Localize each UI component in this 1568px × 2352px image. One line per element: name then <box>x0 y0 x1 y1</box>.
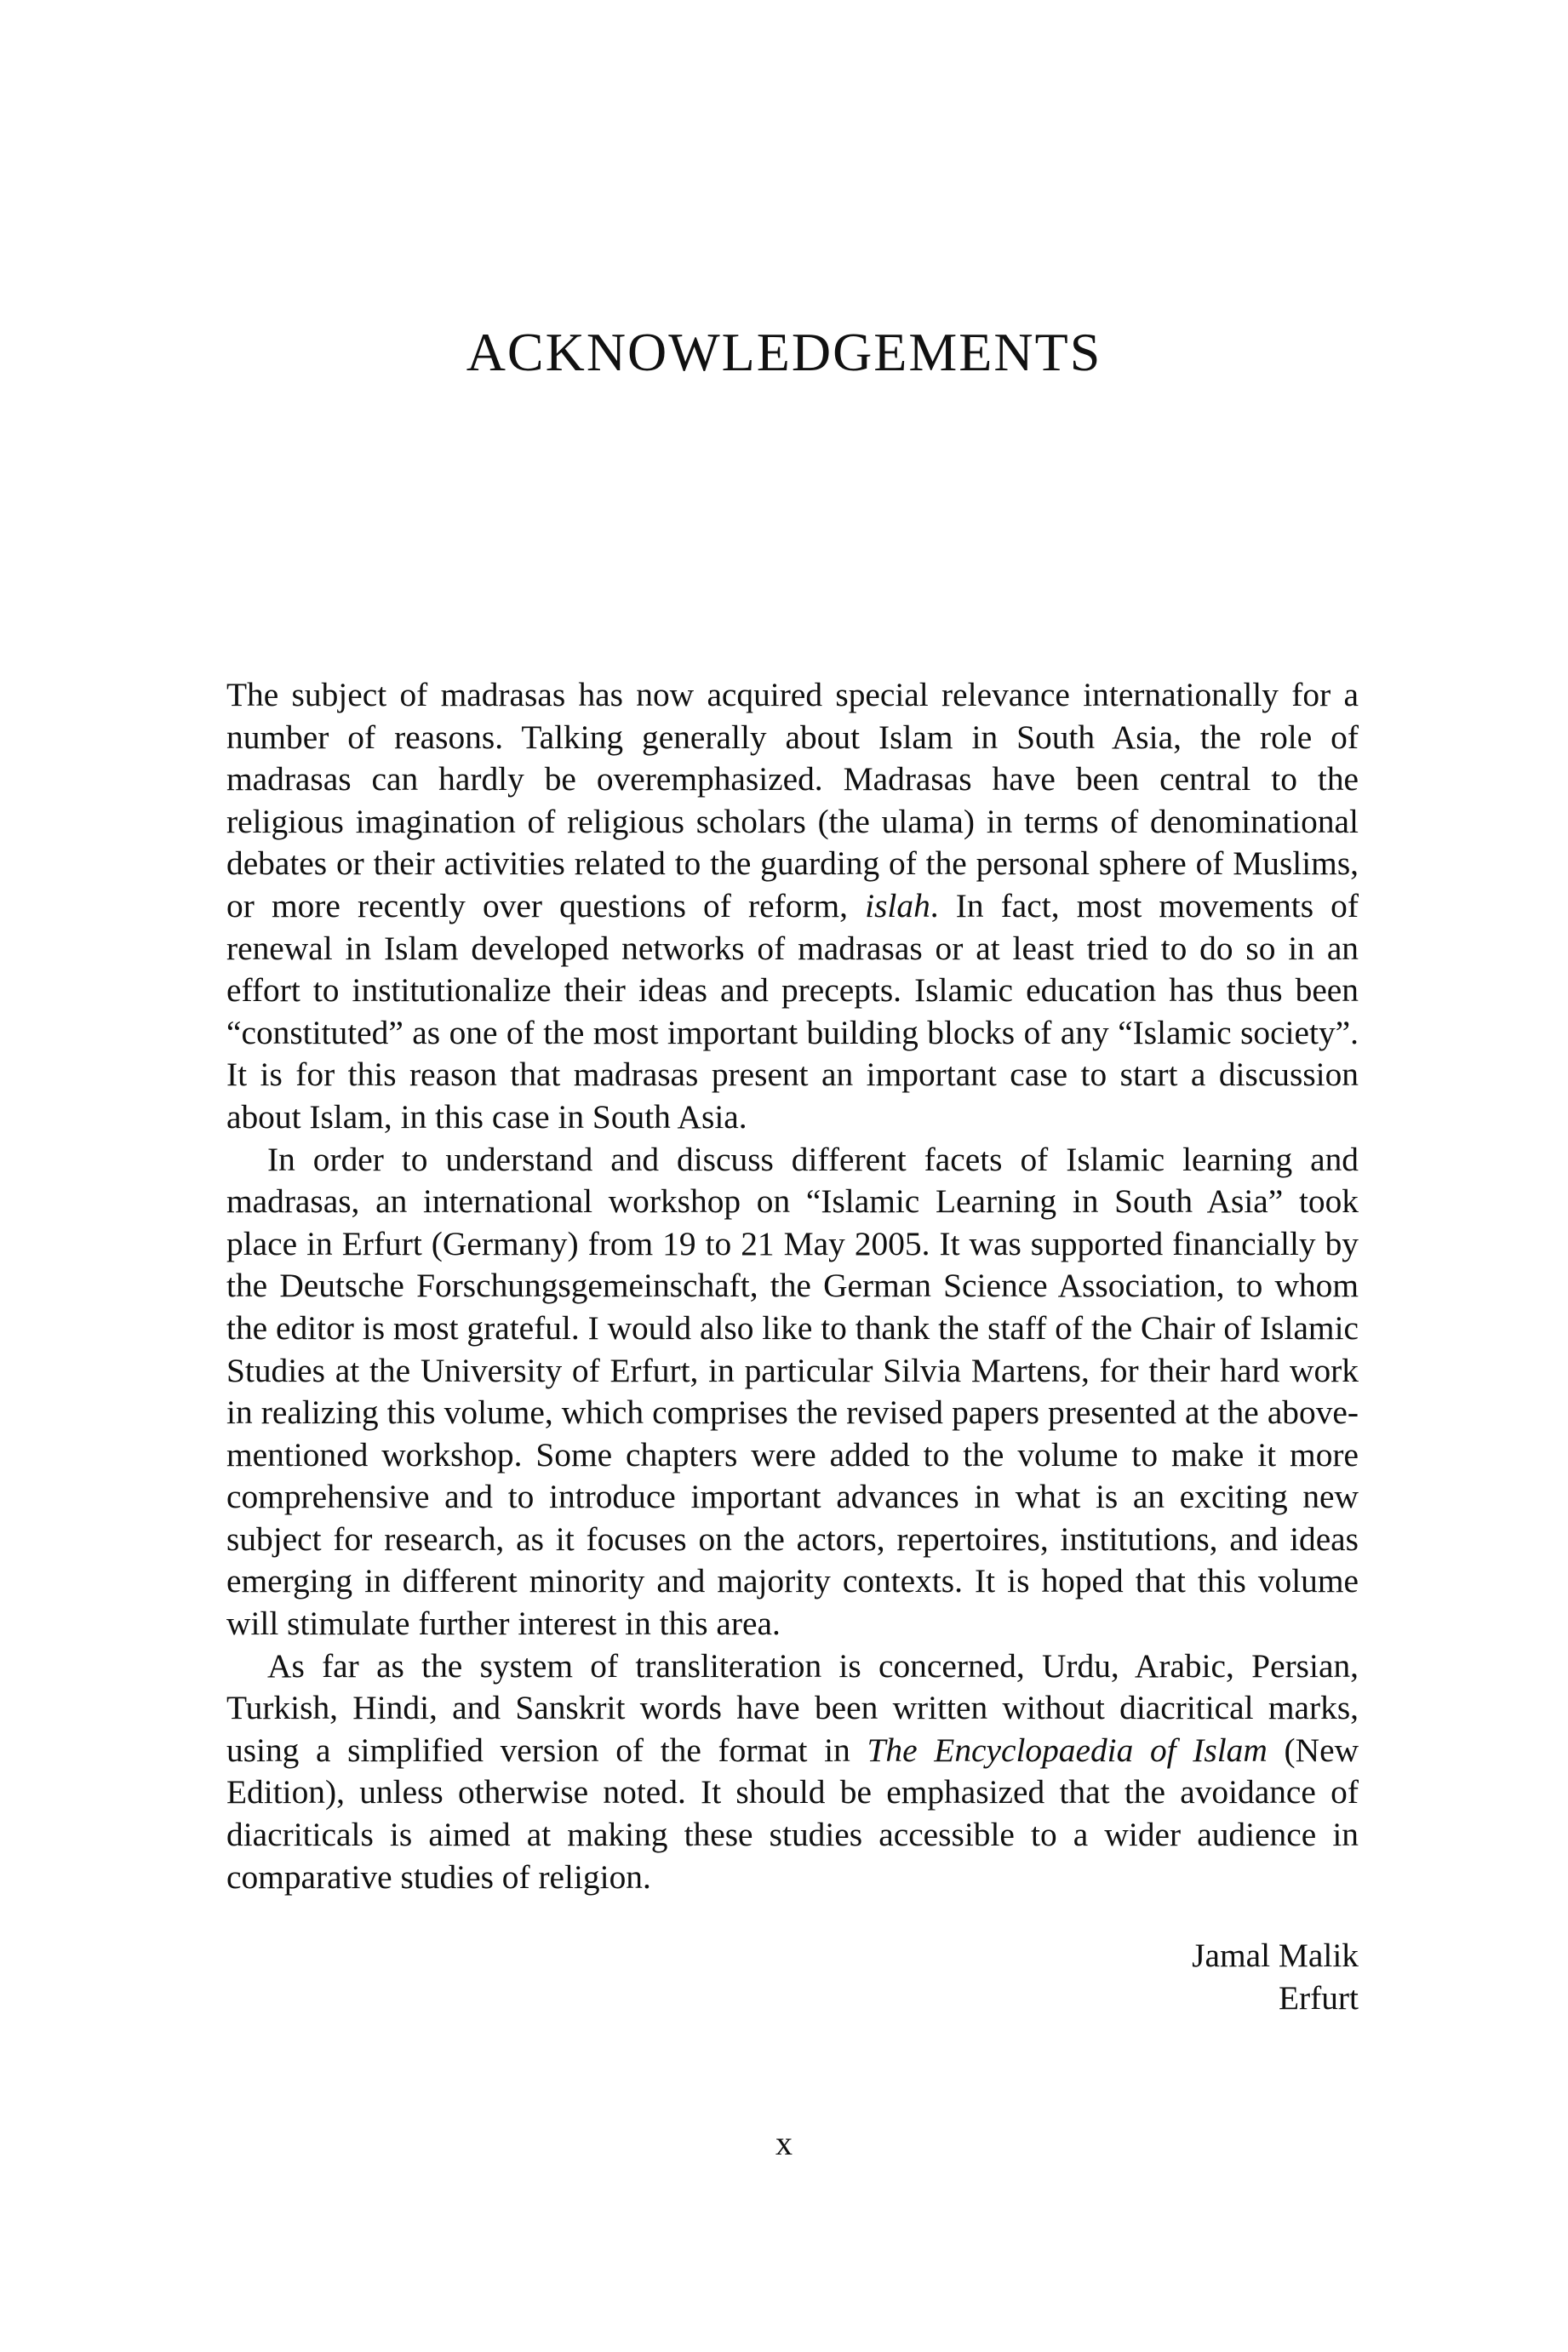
acknowledgements-body <box>226 674 1359 1898</box>
paragraph-1-text-a: The subject of madrasas has now acquired special relevance internationally for a number of reasons. Talking generally about Islam in South Asia, the role of madrasas can hardly be overemphasized. Madrasas have been central to the religious imagination of religious scholars (the ulama) in terms of denominational debates or their activities related to the guarding of the personal sphere of Muslims, or more recently over questions of reform, <box>226 676 1359 924</box>
paragraph-3 <box>226 1645 1359 1899</box>
signature-block <box>1192 1934 1359 2019</box>
paragraph-3-text-b: (New Edition), unless otherwise noted. It should be emphasized that the avoidance of diacriticals is aimed at making these studies accessible to a wider audience in comparative studies of religion. <box>226 1731 1359 1896</box>
signature-name: Jamal Malik <box>1192 1937 1359 1974</box>
paragraph-1-text-b: . In fact, most movements of renewal in Islam developed networks of madrasas or at least tried to do so in an effort to institutionalize their ideas and precepts. Islamic education has thus been “constituted” as one of the most important building blocks of any “Islamic society”. It is for this reason that madrasas present an important case to start a discussion about Islam, in this case in South Asia. <box>226 886 1359 1136</box>
page-title: ACKNOWLEDGEMENTS <box>466 322 1102 382</box>
paragraph-3-text-a: As far as the system of transliteration is concerned, Urdu, Arabic, Persian, Turkish, Hindi, and Sanskrit words have been written without diacritical marks, using a simplified version of the format in <box>226 1646 1359 1769</box>
page-number: x <box>775 2124 793 2162</box>
term-islah: islah <box>865 886 930 924</box>
paragraph-1 <box>226 674 1359 1139</box>
paragraph-2: In order to understand and discuss different facets of Islamic learning and madrasas, an international workshop on “Islamic Learning in South Asia” took place in Erfurt (Germany) from 19 to 21 May 2005. It was supported financially by the Deutsche Forschungsgemeinschaft, the German Science Association, to whom the editor is most grateful. I would also like to thank the staff of the Chair of Islamic Studies at the University of Erfurt, in particular Silvia Martens, for their hard work in realizing this volume, which comprises the revised papers presented at the above-mentioned workshop. Some chapters were added to the volume to make it more comprehensive and to introduce important advances in what is an exciting new subject for research, as it focuses on the actors, repertoires, institutions, and ideas emerging in different minority and majority contexts. It is hoped that this volume will stimulate further interest in this area. <box>226 1140 1359 1643</box>
book-title-encyclopaedia: The Encyclopaedia of Islam <box>867 1731 1268 1769</box>
signature-place: Erfurt <box>1278 1979 1359 2017</box>
